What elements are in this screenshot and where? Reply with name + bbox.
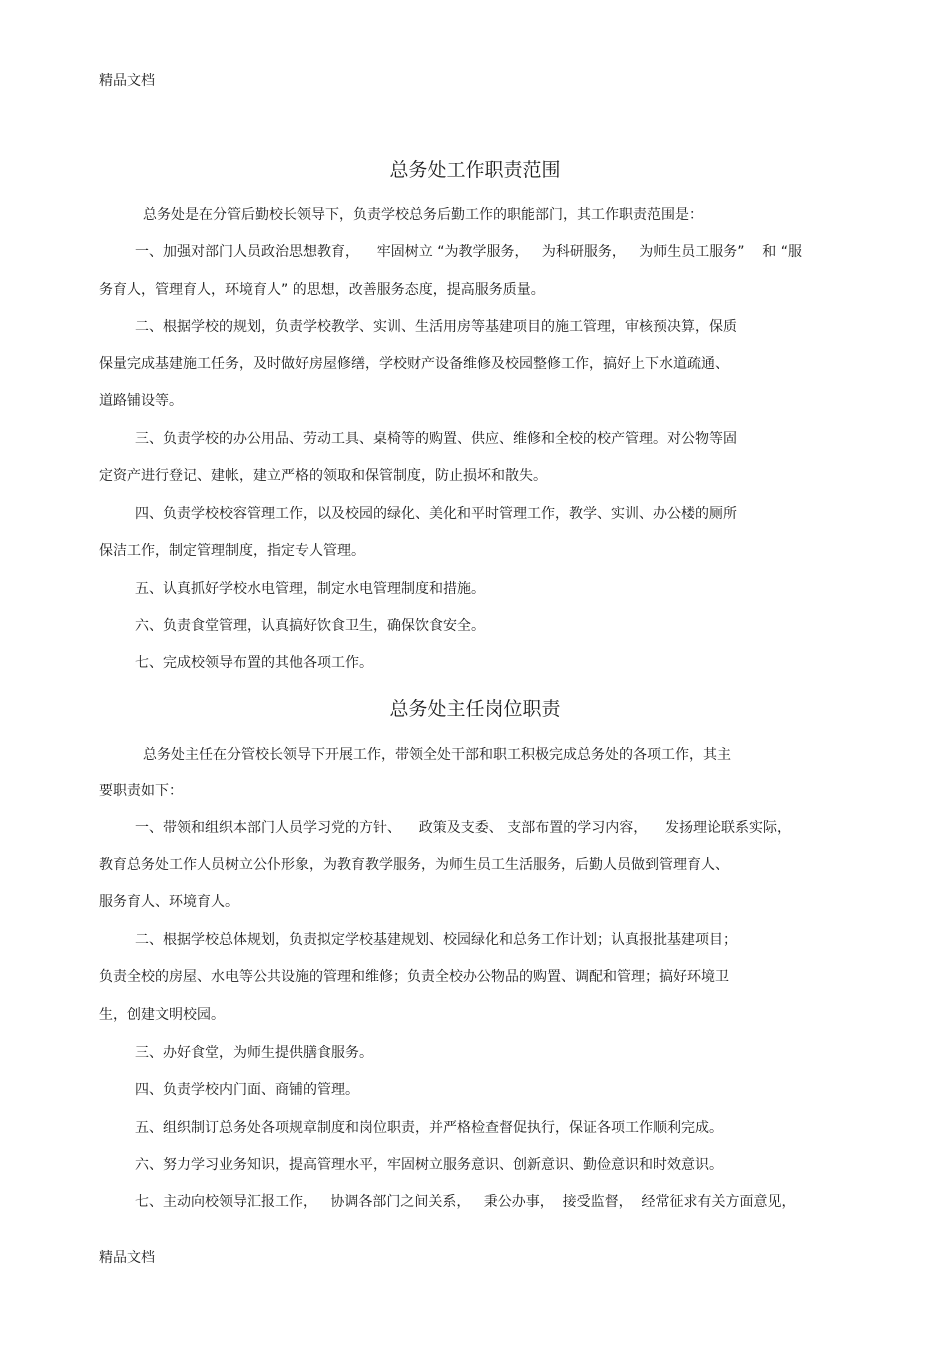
section-2-line: 教育总务处工作人员树立公仆形象，为教育教学服务，为师生员工生活服务，后勤人员做到管理育人、 [99,857,729,873]
section-1-line: 二、根据学校的规划，负责学校教学、实训、生活用房等基建项目的施工管理，审核预决算，保质 [135,319,737,335]
section-2-line: 六、努力学习业务知识，提高管理水平，牢固树立服务意识、创新意识、勤俭意识和时效意识。 [135,1157,723,1173]
section-1-line: 五、认真抓好学校水电管理，制定水电管理制度和措施。 [135,581,485,597]
page-header: 精品文档 [99,73,155,89]
section-2-line: 负责全校的房屋、水电等公共设施的管理和维修；负责全校办公物品的购置、调配和管理；搞好环境卫 [99,969,729,985]
section-2-line: 生，创建文明校园。 [99,1007,225,1023]
section-1-line: 四、负责学校校容管理工作，以及校园的绿化、美化和平时管理工作，教学、实训、办公楼的厕所 [135,506,737,522]
section-1-line: 六、负责食堂管理，认真搞好饮食卫生，确保饮食安全。 [135,618,485,634]
section-1-line: 一、加强对部门人员政治思想教育， 牢固树立 “为教学服务， 为科研服务， 为师生员工服务” 和 “服 [135,244,802,260]
section-1-title: 总务处工作职责范围 [389,159,561,181]
page-footer: 精品文档 [99,1250,155,1266]
section-2-line: 四、负责学校内门面、商铺的管理。 [135,1082,359,1098]
section-2-line: 七、主动向校领导汇报工作， 协调各部门之间关系， 秉公办事， 接受监督， 经常征求有关方面意见， [135,1194,796,1210]
section-2-line: 三、办好食堂，为师生提供膳食服务。 [135,1045,373,1061]
section-1-line: 道路铺设等。 [99,393,183,409]
section-2-line: 要职责如下： [99,783,183,799]
section-2-line: 总务处主任在分管校长领导下开展工作，带领全处干部和职工积极完成总务处的各项工作，其主 [143,747,731,763]
section-2-line: 五、组织制订总务处各项规章制度和岗位职责，并严格检查督促执行，保证各项工作顺利完成。 [135,1120,723,1136]
section-1-line: 务育人，管理育人，环境育人” 的思想，改善服务态度，提高服务质量。 [99,282,545,298]
section-1-line: 三、负责学校的办公用品、劳动工具、桌椅等的购置、供应、维修和全校的校产管理。对公物等固 [135,431,737,447]
section-1-line: 总务处是在分管后勤校长领导下，负责学校总务后勤工作的职能部门，其工作职责范围是： [143,207,703,223]
section-1-line: 保量完成基建施工任务，及时做好房屋修缮，学校财产设备维修及校园整修工作，搞好上下水道疏通、 [99,356,729,372]
section-1-line: 七、完成校领导布置的其他各项工作。 [135,655,373,671]
section-2-line: 一、带领和组织本部门人员学习党的方针、 政策及支委、 支部布置的学习内容， 发扬理论联系实际， [135,820,792,836]
section-2-line: 二、根据学校总体规划，负责拟定学校基建规划、校园绿化和总务工作计划；认真报批基建项目； [135,932,737,948]
section-2-line: 服务育人、环境育人。 [99,894,239,910]
section-1-line: 保洁工作，制定管理制度，指定专人管理。 [99,543,365,559]
section-2-title: 总务处主任岗位职责 [389,698,561,720]
section-1-line: 定资产进行登记、建帐，建立严格的领取和保管制度，防止损坏和散失。 [99,468,547,484]
